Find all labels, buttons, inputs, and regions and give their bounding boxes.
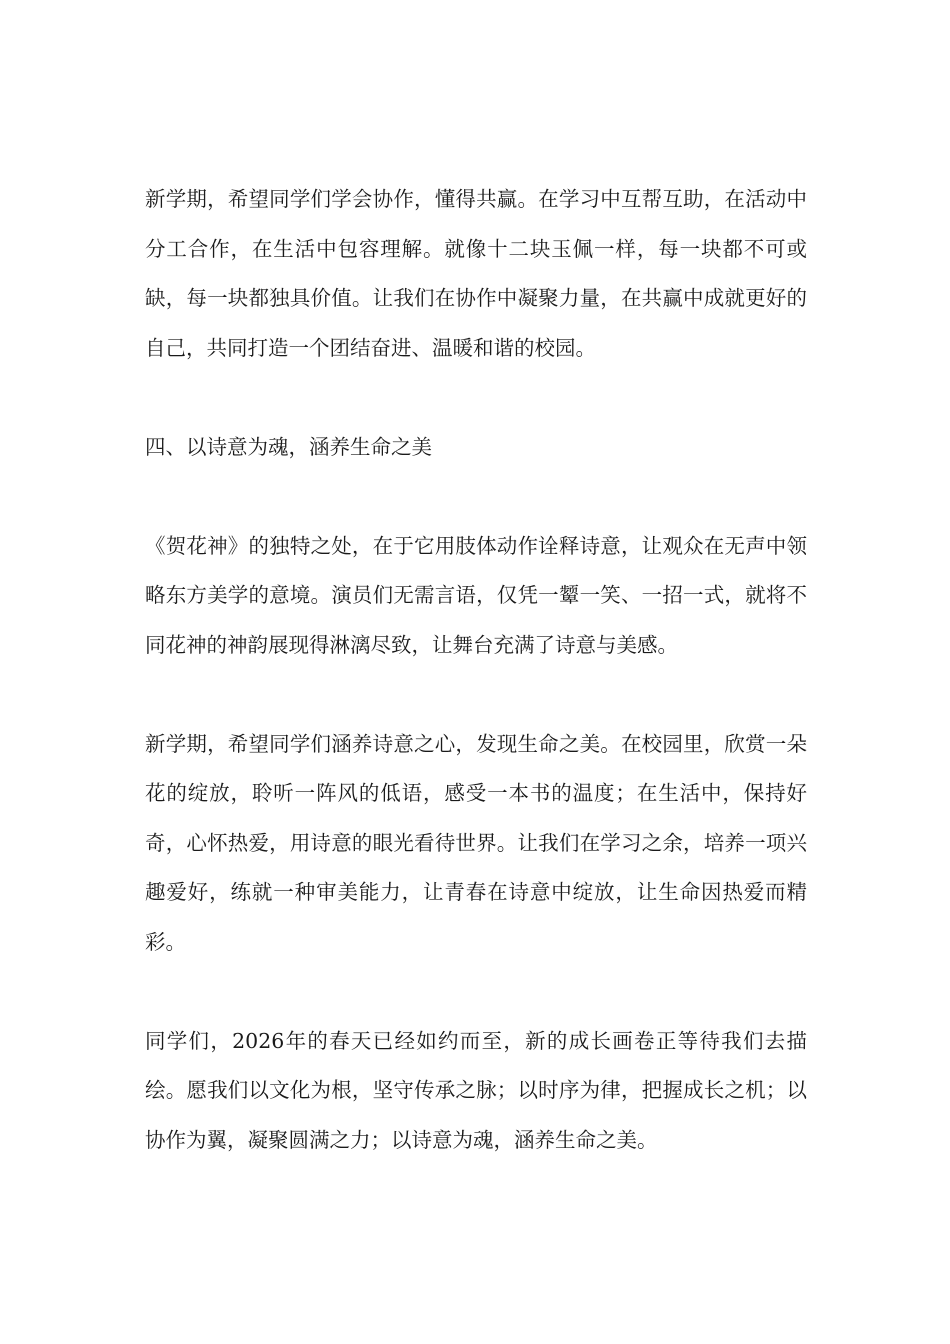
- section-heading-poetry: 四、以诗意为魂，涵养生命之美: [145, 434, 432, 459]
- paragraph-poetic-heart: 新学期，希望同学们涵养诗意之心，发现生命之美。在校园里，欣赏一朵花的绽放，聆听一阵风的低语，感受一本书的温度；在生活中，保持好奇，心怀热爱，用诗意的眼光看待世界。让我们在学习之余，培养一项兴趣爱好，练就一种审美能力，让青春在诗意中绽放，让生命因热爱而精彩。: [145, 731, 807, 954]
- paragraph-conclusion: 同学们，2026年的春天已经如约而至，新的成长画卷正等待我们去描绘。愿我们以文化为根，坚守传承之脉；以时序为律，把握成长之机；以协作为翼，凝聚圆满之力；以诗意为魂，涵养生命之美。: [145, 1028, 807, 1152]
- paragraph-he-huashen: 《贺花神》的独特之处，在于它用肢体动作诠释诗意，让观众在无声中领略东方美学的意境。演员们无需言语，仅凭一颦一笑、一招一式，就将不同花神的神韵展现得淋漓尽致，让舞台充满了诗意与美感。: [145, 533, 807, 657]
- document-body: [145, 175, 807, 1215]
- paragraph-collaboration: 新学期，希望同学们学会协作，懂得共赢。在学习中互帮互助，在活动中分工合作，在生活中包容理解。就像十二块玉佩一样，每一块都不可或缺，每一块都独具价值。让我们在协作中凝聚力量，在共赢中成就更好的自己，共同打造一个团结奋进、温暖和谐的校园。: [145, 187, 807, 360]
